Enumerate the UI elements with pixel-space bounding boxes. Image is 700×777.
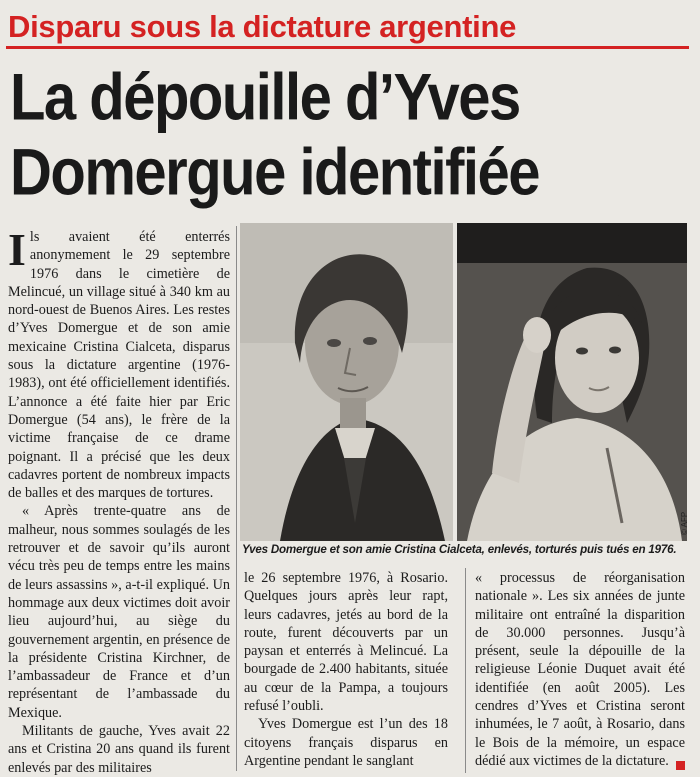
paragraph: le 26 septembre 1976, à Rosario. Quelques jours après leur rapt, leurs cadavres, jetés au bord de la route, furent découverts par un paysan et enterrés à Melincué. La bourgade de 2.400 habitants, située au cœur de la Pampa, a toujours refusé l’oubli. [244, 570, 448, 715]
paragraph-text: ls avaient été enterrés anonymement le 29 septembre 1976 dans le cimetière de Melincué, un village situé à 340 km au nord-ouest de Buenos Aires. Les restes d’Yves Domergue et de son amie mexicaine Cristina Cialceta, disparus sous la dictature argentine (1976-1983), ont été officiellement identifiés. L’annonce a été faite hier par Eric Domergue (54 ans), le frère de la victime française de ce drame poignant. Il a précisé que les deux cadavres portent de nombreux impacts de balles et des marques de tortures. [8, 229, 230, 502]
paragraph: « Après trente-quatre ans de malheur, nous sommes soulagés de les retrouver et de savoir qu’ils auront vécu très peu de temps entre les mains de leurs assassins », a-t-il expliqué. Un hommage aux deux victimes doit avoir lieu aujourd’hui, au siège du gouvernement argentin, en présence de la présidente Cristina Kirchner, de l’ambassadeur de France et d’un représentant de l’ambassade du Mexique. [8, 503, 230, 721]
portrait-cristina-illustration [457, 223, 687, 541]
headline: La dépouille d’Yves Domergue identifiée [10, 60, 540, 210]
end-mark [676, 761, 685, 770]
paragraph: Militants de gauche, Yves avait 22 ans et Cristina 20 ans quand ils furent enlevés par des militaires [8, 723, 230, 776]
article-column-2 [244, 569, 448, 770]
dropcap: I [8, 224, 26, 275]
kicker-rule [6, 46, 689, 49]
paragraph: Yves Domergue est l’un des 18 citoyens français disparus en Argentine pendant le sanglant [244, 716, 448, 769]
column-rule [465, 568, 466, 773]
photo-cristina-cialceta [457, 223, 687, 541]
kicker: Disparu sous la dictature argentine [8, 9, 517, 44]
photo-yves-domergue [240, 223, 453, 541]
photo-credit: © AFP [680, 511, 689, 535]
article-column-3 [475, 569, 685, 770]
portrait-yves-illustration [240, 223, 453, 541]
photo-caption: Yves Domergue et son amie Cristina Cialceta, enlevés, torturés puis tués en 1976. [242, 543, 677, 556]
paragraph: « processus de réorganisation nationale ». Les six années de junte militaire ont entraîné la disparition de 30.000 personnes. Jusqu’à présent, seule la dépouille de la religieuse Léonie Duquet avait été identifiée (en août 2005). Les cendres d’Yves et Cristina seront inhumées, le 7 août, à Rosario, dans le Bois de la mémoire, un espace dédié aux victimes de la dictature. [475, 570, 685, 769]
column-rule [236, 226, 237, 771]
paragraph [8, 224, 230, 502]
article-column-1 [8, 224, 230, 777]
